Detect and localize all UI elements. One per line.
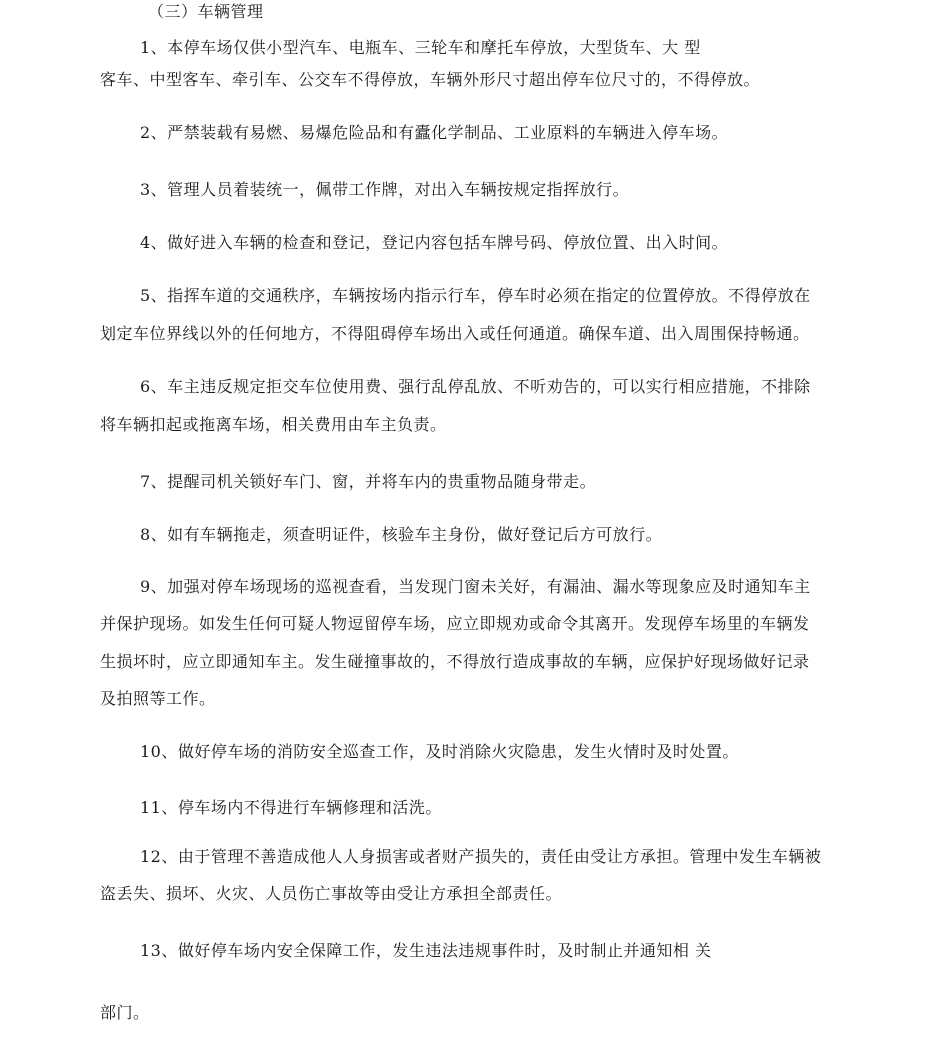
paragraph-13-line-2: 部门。 <box>100 1003 150 1022</box>
paragraph-6-line-1: 6、车主违反规定拒交车位使用费、强行乱停乱放、不听劝告的，可以实行相应措施，不排除 <box>140 377 811 396</box>
paragraph-9-line-3: 生损坏时，应立即通知车主。发生碰撞事故的，不得放行造成事故的车辆，应保护好现场做好记录 <box>100 652 810 671</box>
paragraph-3-line-1: 3、管理人员着装统一，佩带工作牌，对出入车辆按规定指挥放行。 <box>140 180 630 199</box>
paragraph-8-line-1: 8、如有车辆拖走，须查明证件，核验车主身份，做好登记后方可放行。 <box>140 525 663 544</box>
paragraph-2-line-1: 2、严禁装载有易燃、易爆危险品和有蠹化学制品、工业原料的车辆进入停车场。 <box>140 123 729 142</box>
paragraph-9-line-1: 9、加强对停车场现场的巡视查看，当发现门窗未关好，有漏油、漏水等现象应及时通知车主 <box>140 577 811 596</box>
paragraph-1-line-2: 客车、中型客车、牵引车、公交车不得停放，车辆外形尺寸超出停车位尺寸的，不得停放。 <box>100 70 761 89</box>
paragraph-11-line-1: 11、停车场内不得进行车辆修理和活洗。 <box>140 798 442 817</box>
paragraph-13-line-1: 13、做好停车场内安全保障工作，发生违法违规事件时，及时制止并通知相 关 <box>140 941 712 960</box>
paragraph-12-line-2: 盗丢失、损坏、火灾、人员伤亡事故等由受让方承担全部责任。 <box>100 884 563 903</box>
paragraph-5-line-1: 5、指挥车道的交通秩序，车辆按场内指示行车，停车时必须在指定的位置停放。不得停放在 <box>140 286 811 305</box>
section-heading: （三）车辆管理 <box>148 2 264 21</box>
paragraph-10-line-1: 10、做好停车场的消防安全巡查工作，及时消除火灾隐患，发生火情时及时处置。 <box>140 742 739 761</box>
paragraph-9-line-2: 并保护现场。如发生任何可疑人物逗留停车场，应立即规劝或命令其离开。发现停车场里的车辆发 <box>100 614 810 633</box>
paragraph-7-line-1: 7、提醒司机关锁好车门、窗，并将车内的贵重物品随身带走。 <box>140 472 597 491</box>
paragraph-5-line-2: 划定车位界线以外的任何地方，不得阻碍停车场出入或任何通道。确保车道、出入周围保持畅通。 <box>100 324 810 343</box>
paragraph-4-line-1: 4、做好进入车辆的检查和登记，登记内容包括车牌号码、停放位置、出入时间。 <box>140 233 729 252</box>
paragraph-12-line-1: 12、由于管理不善造成他人人身损害或者财产损失的，责任由受让方承担。管理中发生车辆被 <box>140 847 822 866</box>
paragraph-1-line-1: 1、本停车场仅供小型汽车、电瓶车、三轮车和摩托车停放，大型货车、大 型 <box>140 38 701 57</box>
paragraph-6-line-2: 将车辆扣起或拖离车场，相关费用由车主负责。 <box>100 415 447 434</box>
paragraph-9-line-4: 及拍照等工作。 <box>100 689 216 708</box>
